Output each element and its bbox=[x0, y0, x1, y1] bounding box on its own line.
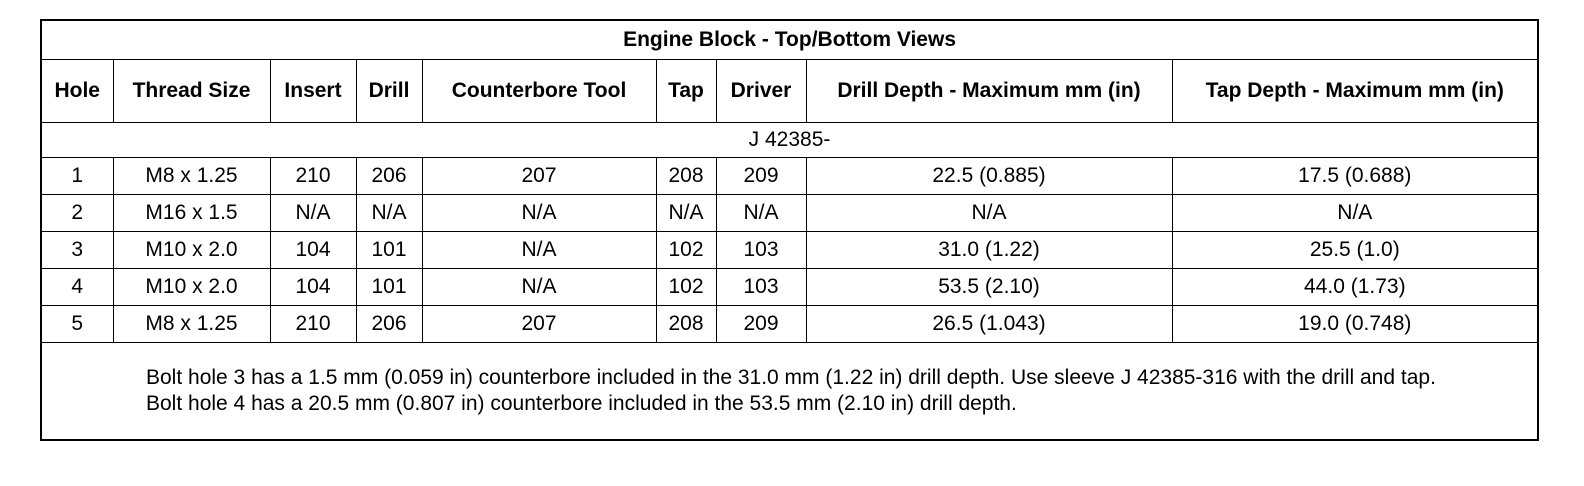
cell-thread-size: M8 x 1.25 bbox=[113, 158, 270, 195]
cell-drill: N/A bbox=[356, 195, 422, 232]
cell-drill-depth: 26.5 (1.043) bbox=[806, 306, 1172, 343]
table-row bbox=[41, 158, 1538, 195]
cell-insert: 210 bbox=[270, 306, 356, 343]
table-row bbox=[41, 232, 1538, 269]
cell-drill: 101 bbox=[356, 232, 422, 269]
cell-tap-depth: N/A bbox=[1172, 195, 1538, 232]
header-driver: Driver bbox=[716, 60, 806, 123]
cell-drill-depth: 31.0 (1.22) bbox=[806, 232, 1172, 269]
cell-tap: 102 bbox=[656, 269, 716, 306]
cell-insert: 210 bbox=[270, 158, 356, 195]
cell-counterbore-tool: 207 bbox=[422, 306, 656, 343]
table-title: Engine Block - Top/Bottom Views bbox=[41, 20, 1538, 60]
header-counterbore-tool: Counterbore Tool bbox=[422, 60, 656, 123]
cell-thread-size: M8 x 1.25 bbox=[113, 306, 270, 343]
cell-tap: 208 bbox=[656, 158, 716, 195]
cell-drill-depth: N/A bbox=[806, 195, 1172, 232]
cell-thread-size: M10 x 2.0 bbox=[113, 232, 270, 269]
header-thread-size: Thread Size bbox=[113, 60, 270, 123]
cell-insert: N/A bbox=[270, 195, 356, 232]
cell-hole: 3 bbox=[41, 232, 113, 269]
cell-driver: 209 bbox=[716, 158, 806, 195]
cell-counterbore-tool: N/A bbox=[422, 269, 656, 306]
engine-block-spec-table bbox=[40, 19, 1539, 441]
cell-tap-depth: 17.5 (0.688) bbox=[1172, 158, 1538, 195]
header-insert: Insert bbox=[270, 60, 356, 123]
tool-group-row bbox=[41, 123, 1538, 158]
cell-drill: 206 bbox=[356, 306, 422, 343]
cell-thread-size: M16 x 1.5 bbox=[113, 195, 270, 232]
cell-drill: 101 bbox=[356, 269, 422, 306]
cell-drill-depth: 53.5 (2.10) bbox=[806, 269, 1172, 306]
cell-hole: 5 bbox=[41, 306, 113, 343]
cell-insert: 104 bbox=[270, 269, 356, 306]
table-row bbox=[41, 306, 1538, 343]
note-hole-3: Bolt hole 3 has a 1.5 mm (0.059 in) counterbore included in the 31.0 mm (1.22 in) drill depth. Use sleeve J 42385-316 with the drill and tap. bbox=[146, 366, 1436, 389]
cell-tap-depth: 25.5 (1.0) bbox=[1172, 232, 1538, 269]
cell-drill: 206 bbox=[356, 158, 422, 195]
cell-driver: 209 bbox=[716, 306, 806, 343]
cell-driver: N/A bbox=[716, 195, 806, 232]
table-row bbox=[41, 269, 1538, 306]
notes-row bbox=[41, 343, 1538, 441]
header-tap-depth: Tap Depth - Maximum mm (in) bbox=[1172, 60, 1538, 123]
header-hole: Hole bbox=[41, 60, 113, 123]
cell-thread-size: M10 x 2.0 bbox=[113, 269, 270, 306]
cell-driver: 103 bbox=[716, 269, 806, 306]
cell-counterbore-tool: N/A bbox=[422, 232, 656, 269]
cell-drill-depth: 22.5 (0.885) bbox=[806, 158, 1172, 195]
cell-driver: 103 bbox=[716, 232, 806, 269]
tool-group-label: J 42385- bbox=[41, 123, 1538, 158]
table-title-row bbox=[41, 20, 1538, 60]
cell-tap-depth: 44.0 (1.73) bbox=[1172, 269, 1538, 306]
table-header-row bbox=[41, 60, 1538, 123]
cell-counterbore-tool: N/A bbox=[422, 195, 656, 232]
cell-hole: 2 bbox=[41, 195, 113, 232]
notes-cell bbox=[41, 343, 1538, 441]
cell-counterbore-tool: 207 bbox=[422, 158, 656, 195]
cell-hole: 1 bbox=[41, 158, 113, 195]
header-drill-depth: Drill Depth - Maximum mm (in) bbox=[806, 60, 1172, 123]
cell-hole: 4 bbox=[41, 269, 113, 306]
cell-tap: N/A bbox=[656, 195, 716, 232]
cell-tap: 208 bbox=[656, 306, 716, 343]
note-hole-4: Bolt hole 4 has a 20.5 mm (0.807 in) counterbore included in the 53.5 mm (2.10 in) drill depth. bbox=[146, 392, 1017, 415]
cell-insert: 104 bbox=[270, 232, 356, 269]
cell-tap: 102 bbox=[656, 232, 716, 269]
header-drill: Drill bbox=[356, 60, 422, 123]
header-tap: Tap bbox=[656, 60, 716, 123]
table-row bbox=[41, 195, 1538, 232]
cell-tap-depth: 19.0 (0.748) bbox=[1172, 306, 1538, 343]
